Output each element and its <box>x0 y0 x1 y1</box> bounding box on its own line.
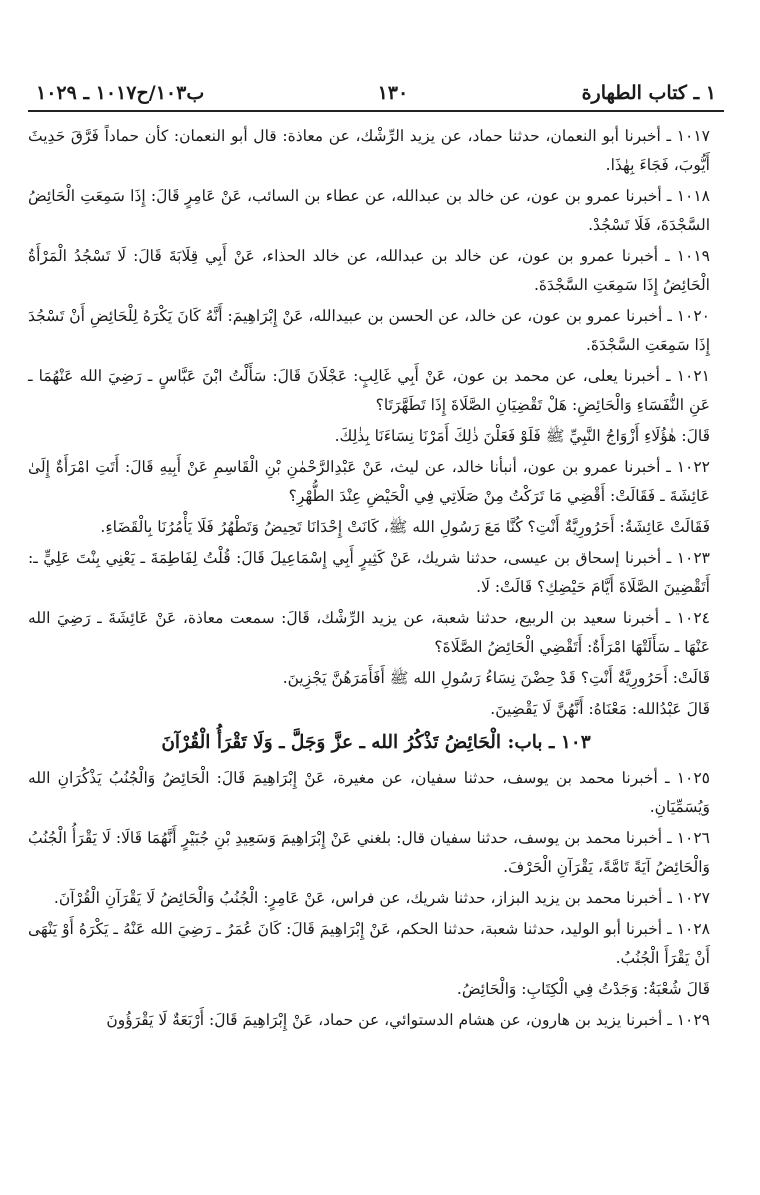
hadith-1024-answer: قَالَتْ: أَحَرُورِيَّةٌ أَنْتِ؟ قَدْ حِضْنَ نِسَاءُ رَسُولِ الله ﷺ أَفَأَمَرَهُنَّ يَجْزِينَ. <box>282 669 710 687</box>
page-header <box>28 82 724 110</box>
section-title: ١ ـ كتاب الطهارة <box>581 82 716 104</box>
hadith-1026: ١٠٢٦ ـ أخبرنا محمد بن يوسف، حدثنا سفيان قال: بلغني عَنْ إِبْرَاهِيمَ وَسَعِيدِ بْنِ جُبَيْرٍ أَنَّهُمَا قَالَا: لَا يَقْرَأُ الْجُنُبُ وَالْحَائِضُ آيَةً تَامَّةً، يَقْرَآنِ الْحَرْفَ. <box>28 829 710 876</box>
hadith-1019: ١٠١٩ ـ أخبرنا عمرو بن عون، عن خالد بن عبدالله، عن خالد الحذاء، عَنْ أَبِي قِلَابَةَ قَالَ: لَا تَسْجُدُ الْمَرْأَةُ الْحَائِضُ إِذَا سَمِعَتِ السَّجْدَةَ. <box>28 247 710 294</box>
hadith-1027: ١٠٢٧ ـ أخبرنا محمد بن يزيد البزاز، حدثنا شريك، عن فراس، عَنْ عَامِرٍ: الْجُنُبُ وَالْحَائِضُ لَا يَقْرَآنِ الْقُرْآنَ. <box>53 889 710 907</box>
hadith-1029: ١٠٢٩ ـ أخبرنا يزيد بن هارون، عن هشام الدستوائي، عن حماد، عَنْ إِبْرَاهِيمَ قَالَ: أَرْبَعَةٌ لَا يَقْرَؤُونَ <box>106 1011 710 1029</box>
hadith-range: ب١٠٣/ح١٠١٧ ـ ١٠٢٩ <box>36 82 205 104</box>
hadith-1024: ١٠٢٤ ـ أخبرنا سعيد بن الربيع، حدثنا شعبة، عن يزيد الرِّشْك، قَالَ: سمعت معاذة، عَنْ عَائِشَةَ ـ رَضِيَ الله عَنْهَا ـ سَأَلَتْهَا امْرَأَةٌ: أَتَقْضِي الْحَائِضُ الصَّلَاةَ؟ <box>28 609 710 656</box>
hadith-1025: ١٠٢٥ ـ أخبرنا محمد بن يوسف، حدثنا سفيان، عن مغيرة، عَنْ إِبْرَاهِيمَ قَالَ: الْحَائِضُ وَالْجُنُبُ يَذْكُرَانِ الله وَيُسَمِّيَانِ. <box>28 769 710 816</box>
hadith-1028-note: قَالَ شُعْبَةُ: وَجَدْتُ فِي الْكِتَابِ: وَالْحَائِضُ. <box>456 980 710 998</box>
hadith-1022: ١٠٢٢ ـ أخبرنا عمرو بن عون، أنبأنا خالد، عن ليث، عَنْ عَبْدِالرَّحْمٰنِ بْنِ الْقَاسِمِ عَنْ أَبِيهِ قَالَ: أَتَتِ امْرَأَةٌ إِلَىٰ عَائِشَةَ ـ فَقَالَتْ: أَقْضِي مَا تَرَكْتُ مِنْ صَلَاتِي فِي الْحَيْضِ عِنْدَ الطُّهْرِ؟ <box>28 458 710 505</box>
hadith-1023: ١٠٢٣ ـ أخبرنا إسحاق بن عيسى، حدثنا شريك، عَنْ كَثِيرٍ أَبِي إِسْمَاعِيلَ قَالَ: قُلْتُ لِفَاطِمَةَ ـ يَعْنِي بِنْتَ عَلِيٍّ ـ: أَتَقْضِينَ الصَّلَاةَ أَيَّامَ حَيْضِكِ؟ قَالَتْ: لَا. <box>28 549 710 596</box>
hadith-1021: ١٠٢١ ـ أخبرنا يعلى، عن محمد بن عون، عَنْ أَبِي غَالِبٍ: عَجْلَانَ قَالَ: سَأَلْتُ ابْنَ عَبَّاسٍ ـ رَضِيَ الله عَنْهُمَا ـ عَنِ النُّفَسَاءِ وَالْحَائِضِ: هَلْ تَقْضِيَانِ الصَّلَاةَ إِذَا تَطَهَّرَتَا؟ <box>28 367 710 414</box>
header-rule <box>28 110 724 112</box>
hadith-1017: ١٠١٧ ـ أخبرنا أبو النعمان، حدثنا حماد، عن يزيد الرِّشْك، عن معاذة: قال أبو النعمان: كأن حماداً فَرَّقَ حَدِيثَ أَيُّوبَ، فَجَاءَ بِهٰذَا. <box>28 127 710 174</box>
hadith-1021-answer: قَالَ: هٰؤُلَاءِ أَزْوَاجُ النَّبِيِّ ﷺ فَلَوْ فَعَلْنَ ذٰلِكَ أَمَرْنَا نِسَاءَنَا بِذٰلِكَ. <box>334 427 710 445</box>
book-page <box>28 82 724 1037</box>
chapter-heading: ١٠٣ ـ باب: الْحَائِضُ تَذْكُرُ الله ـ عزَّ وَجَلَّ ـ وَلَا تَقْرَأُ الْقُرْآنَ <box>161 732 591 753</box>
hadith-1020: ١٠٢٠ ـ أخبرنا عمرو بن عون، عن خالد، عن الحسن بن عبيدالله، عَنْ إِبْرَاهِيمَ: أَنَّهُ كَانَ يَكْرَهُ لِلْحَائِضِ أَنْ تَسْجُدَ إِذَا سَمِعَتِ السَّجْدَةَ. <box>28 307 710 354</box>
hadith-1028: ١٠٢٨ ـ أخبرنا أبو الوليد، حدثنا شعبة، حدثنا الحكم، عَنْ إِبْرَاهِيمَ قَالَ: كَانَ عُمَرُ ـ رَضِيَ الله عَنْهُ ـ يَكْرَهُ أَوْ يَنْهَى أَنْ يَقْرَأَ الْجُنُبُ. <box>28 920 710 967</box>
page-number: ١٣٠ <box>377 82 409 104</box>
hadith-1018: ١٠١٨ ـ أخبرنا عمرو بن عون، عن خالد بن عبدالله، عن عطاء بن السائب، عَنْ عَامِرٍ قَالَ: إِذَا سَمِعَتِ الْحَائِضُ السَّجْدَةَ، فَلَا تَسْجُدْ. <box>28 187 710 234</box>
hadith-1024-note: قَالَ عَبْدُالله: مَعْنَاهُ: أَنَّهُنَّ لَا يَقْضِينَ. <box>490 700 710 718</box>
hadith-1022-answer: فَقَالَتْ عَائِشَةُ: أَحَرُورِيَّةٌ أَنْتِ؟ كُنَّا مَعَ رَسُولِ الله ﷺ، كَانَتْ إِحْدَانَا تَحِيضُ وَتَطْهُرُ فَلَا يَأْمُرُنَا بِالْقَضَاءِ. <box>100 518 710 536</box>
